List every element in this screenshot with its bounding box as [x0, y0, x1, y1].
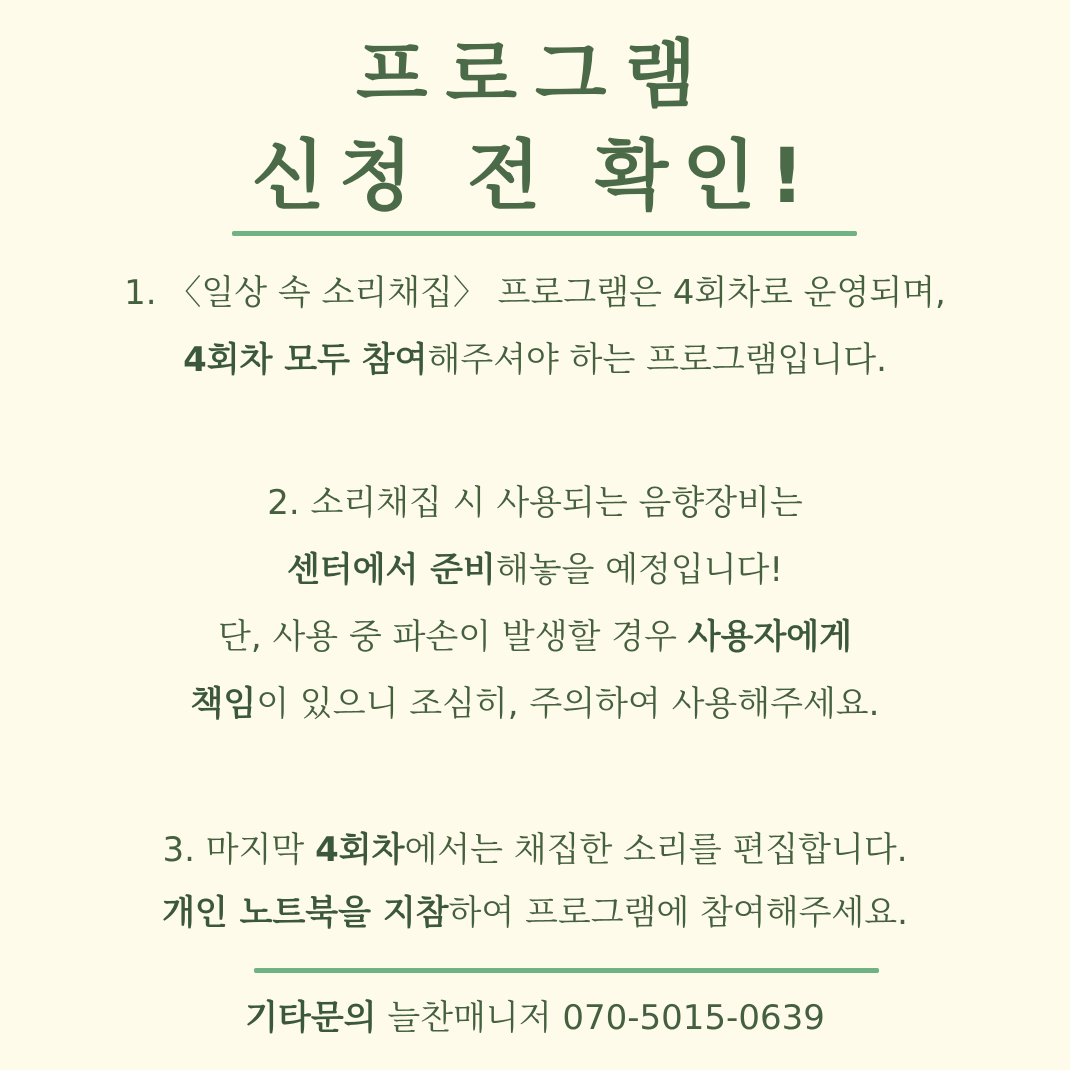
contact-info	[0, 990, 1070, 1039]
item-2-line-4-emphasis: 책임	[190, 684, 257, 724]
item-2-line-1	[0, 483, 1070, 524]
item-3-line-1-text-b: 에서는 채집한 소리를 편집합니다.	[404, 830, 908, 870]
item-2-line-1-text: 2. 소리채집 시 사용되는 음향장비는	[267, 483, 803, 523]
item-3-line-1	[0, 830, 1070, 871]
item-2-line-3-text: 단, 사용 중 파손이 발생할 경우	[217, 617, 688, 657]
top-divider	[232, 231, 857, 236]
item-1-line-2	[0, 340, 1070, 381]
item-1-line-1-text: 1. 〈일상 속 소리채집〉 프로그램은 4회차로 운영되며,	[124, 273, 946, 313]
title-line-2: 신청 전 확인!	[251, 131, 819, 220]
item-2-line-4	[0, 684, 1070, 725]
contact-label: 기타문의	[245, 998, 377, 1038]
item-2-line-4-text: 이 있으니 조심히, 주의하여 사용해주세요.	[256, 684, 880, 724]
item-2-line-2-text: 해놓을 예정입니다!	[495, 550, 784, 590]
item-1-line-1	[0, 273, 1070, 314]
item-3-line-2	[0, 893, 1070, 934]
item-3-line-2-text: 하여 프로그램에 참여해주세요.	[448, 893, 908, 933]
item-1-line-2-emphasis: 4회차 모두 참여	[183, 340, 428, 380]
item-2-line-3-emphasis: 사용자에게	[687, 617, 852, 657]
item-2-line-3	[0, 617, 1070, 658]
item-2-line-2	[0, 550, 1070, 591]
item-2-line-2-emphasis: 센터에서 준비	[286, 550, 496, 590]
title-line-1: 프로그램	[356, 32, 714, 118]
item-1-line-2-text: 해주셔야 하는 프로그램입니다.	[427, 340, 887, 380]
contact-text: 늘찬매니저 070-5015-0639	[387, 998, 825, 1038]
item-3-line-1-text-a: 3. 마지막	[162, 830, 316, 870]
item-3-line-2-emphasis: 개인 노트북을 지참	[162, 893, 449, 933]
bottom-divider	[254, 968, 879, 973]
item-3-line-1-emphasis: 4회차	[315, 830, 405, 870]
